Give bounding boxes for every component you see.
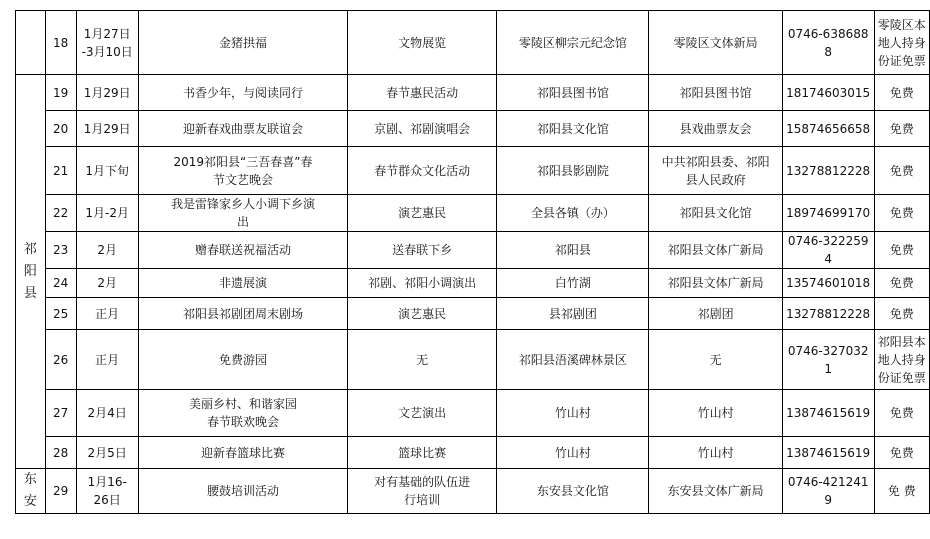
organizer-cell — [649, 390, 782, 437]
fee-cell — [874, 232, 929, 269]
cell-line: 全县各镇（办） — [530, 206, 615, 220]
row-number-cell: 23 — [45, 232, 76, 269]
cell-line: 免费 — [889, 243, 914, 257]
cell-line: 无 — [416, 352, 429, 367]
cell-line: 正月 — [95, 352, 120, 367]
cell-line: 赠春联送祝福活动 — [194, 243, 291, 257]
cell-line: 地人持身 — [877, 35, 926, 50]
cell-line: 迎新春篮球比赛 — [200, 445, 285, 460]
cell-line: 县祁剧团 — [548, 306, 597, 321]
fee-cell — [874, 111, 929, 147]
county-char: 安 — [23, 494, 37, 509]
table-row — [16, 147, 930, 195]
cell-line: 节文艺晚会 — [212, 172, 273, 187]
events-table — [15, 10, 930, 514]
activity-name-cell — [138, 75, 347, 111]
cell-line: -3月10日 — [81, 44, 133, 59]
date-cell — [76, 75, 138, 111]
activity-name-cell — [138, 195, 347, 232]
date-cell — [76, 437, 138, 469]
date-cell — [76, 269, 138, 298]
venue-cell — [497, 390, 649, 437]
phone-cell: 13574601018 — [782, 269, 874, 298]
cell-line: 文艺演出 — [398, 406, 447, 420]
cell-line: 免费 — [889, 206, 914, 220]
activity-type-cell — [348, 330, 497, 390]
cell-line: 祁阳县祁剧团周末剧场 — [182, 306, 303, 321]
row-number-cell: 24 — [45, 269, 76, 298]
table-row — [16, 298, 930, 330]
cell-line: 东安县文化馆 — [536, 484, 609, 498]
activity-type-cell — [348, 75, 497, 111]
cell-line: 县人民政府 — [685, 172, 746, 187]
activity-type-cell — [348, 298, 497, 330]
table-row — [16, 269, 930, 298]
activity-type-cell — [348, 437, 497, 469]
cell-line: 祁阳县浯溪碑林景区 — [518, 352, 627, 367]
county-cell-empty — [16, 11, 46, 75]
fee-cell — [874, 195, 929, 232]
venue-cell — [497, 147, 649, 195]
table-row — [16, 390, 930, 437]
activity-type-cell — [348, 195, 497, 232]
row-number-cell: 26 — [45, 330, 76, 390]
organizer-cell — [649, 111, 782, 147]
cell-line: 1月-2月 — [85, 206, 129, 220]
organizer-cell — [649, 11, 782, 75]
activity-type-cell — [348, 469, 497, 514]
row-number-cell: 29 — [45, 469, 76, 514]
county-char: 县 — [23, 285, 37, 301]
fee-cell — [874, 269, 929, 298]
cell-line: 祁阳县文体广新局 — [667, 276, 764, 290]
cell-line: 春节惠民活动 — [386, 85, 459, 100]
cell-line: 2月 — [97, 243, 117, 257]
row-number-cell: 28 — [45, 437, 76, 469]
phone-cell: 15874656658 — [782, 111, 874, 147]
row-number-cell: 25 — [45, 298, 76, 330]
cell-line: 免费 — [889, 306, 914, 321]
activity-type-cell — [348, 390, 497, 437]
date-cell — [76, 330, 138, 390]
date-cell — [76, 111, 138, 147]
cell-line: 竹山村 — [554, 445, 591, 460]
phone-cell: 18174603015 — [782, 75, 874, 111]
cell-line: 免费 — [889, 406, 914, 420]
table-row — [16, 330, 930, 390]
cell-line: 春节群众文化活动 — [374, 163, 471, 178]
cell-line: 祁阳县影剧院 — [536, 163, 609, 178]
activity-name-cell — [138, 232, 347, 269]
fee-cell — [874, 75, 929, 111]
phone-cell: 13874615619 — [782, 437, 874, 469]
table-row — [16, 11, 930, 75]
cell-line: 祁阳县文体广新局 — [667, 243, 764, 257]
venue-cell — [497, 437, 649, 469]
table-row — [16, 111, 930, 147]
phone-cell: 13278812228 — [782, 298, 874, 330]
cell-line: 书香少年，与阅读同行 — [182, 85, 303, 100]
phone-cell: 0746-4212419 — [782, 469, 874, 514]
row-number-cell: 27 — [45, 390, 76, 437]
cell-line: 2019祁阳县“三吾春喜”春 — [173, 154, 313, 169]
cell-line: 祁阳县 — [554, 243, 591, 257]
cell-line: 腰鼓培训活动 — [206, 484, 279, 498]
cell-line: 白竹湖 — [554, 276, 591, 290]
fee-cell — [874, 298, 929, 330]
cell-line: 对有基础的队伍进 — [374, 475, 471, 489]
table-row — [16, 232, 930, 269]
activity-name-cell — [138, 11, 347, 75]
table-row — [16, 469, 930, 514]
activity-name-cell — [138, 269, 347, 298]
organizer-cell — [649, 269, 782, 298]
activity-name-cell — [138, 437, 347, 469]
cell-line: 出 — [236, 215, 249, 229]
activity-name-cell — [138, 390, 347, 437]
table-row — [16, 437, 930, 469]
cell-line: 2月5日 — [87, 445, 127, 460]
cell-line: 1月16- — [87, 475, 127, 489]
cell-line: 春节联欢晚会 — [206, 415, 279, 429]
row-number-cell: 19 — [45, 75, 76, 111]
date-cell — [76, 469, 138, 514]
fee-cell — [874, 11, 929, 75]
row-number-cell: 18 — [45, 11, 76, 75]
cell-line: 正月 — [95, 306, 120, 321]
cell-line: 零陵区柳宗元纪念馆 — [518, 35, 627, 50]
row-number-cell: 22 — [45, 195, 76, 232]
county-char: 阳 — [23, 263, 37, 279]
phone-cell: 0746-6386888 — [782, 11, 874, 75]
fee-cell — [874, 469, 929, 514]
cell-line: 篮球比赛 — [398, 445, 447, 460]
phone-cell: 13278812228 — [782, 147, 874, 195]
organizer-cell — [649, 469, 782, 514]
venue-cell — [497, 111, 649, 147]
cell-line: 份证免票 — [877, 370, 926, 385]
venue-cell — [497, 195, 649, 232]
cell-line: 行培训 — [404, 493, 441, 507]
cell-line: 份证免票 — [877, 53, 926, 68]
activity-type-cell — [348, 147, 497, 195]
organizer-cell — [649, 75, 782, 111]
cell-line: 1月下旬 — [85, 163, 129, 178]
fee-cell — [874, 330, 929, 390]
cell-line: 免费 — [889, 121, 914, 136]
cell-line: 文物展览 — [398, 35, 447, 50]
cell-line: 金猪拱福 — [218, 35, 267, 50]
date-cell — [76, 390, 138, 437]
cell-line: 迎新春戏曲票友联谊会 — [182, 121, 303, 136]
cell-line: 京剧、祁剧演唱会 — [374, 121, 471, 136]
cell-line: 祁阳县文化馆 — [536, 121, 609, 136]
phone-cell: 18974699170 — [782, 195, 874, 232]
cell-line: 免费 — [889, 276, 914, 290]
organizer-cell — [649, 437, 782, 469]
venue-cell — [497, 469, 649, 514]
cell-line: 零陵区本 — [877, 17, 926, 32]
organizer-cell — [649, 330, 782, 390]
county-cell — [16, 75, 46, 469]
county-char: 祁 — [23, 241, 37, 257]
cell-line: 祁阳县本 — [877, 334, 926, 349]
venue-cell — [497, 11, 649, 75]
activity-name-cell — [138, 147, 347, 195]
cell-line: 演艺惠民 — [398, 206, 447, 220]
phone-cell: 0746-3222594 — [782, 232, 874, 269]
cell-line: 2月4日 — [87, 406, 127, 420]
cell-line: 零陵区文体新局 — [673, 35, 758, 50]
table-row — [16, 195, 930, 232]
activity-type-cell — [348, 269, 497, 298]
venue-cell — [497, 330, 649, 390]
county-char: 东 — [23, 472, 37, 487]
activity-type-cell — [348, 11, 497, 75]
cell-line: 1月29日 — [83, 121, 131, 136]
organizer-cell — [649, 298, 782, 330]
cell-line: 美丽乡村、和谐家园 — [188, 397, 297, 411]
activity-type-cell — [348, 111, 497, 147]
cell-line: 我是雷锋家乡人小调下乡演 — [170, 197, 315, 211]
cell-line: 送春联下乡 — [392, 243, 453, 257]
cell-line: 祁阳县文化馆 — [679, 206, 752, 220]
cell-line: 免费游园 — [218, 352, 267, 367]
cell-line: 非遗展演 — [218, 276, 267, 290]
venue-cell — [497, 75, 649, 111]
table-row — [16, 75, 930, 111]
fee-cell — [874, 147, 929, 195]
phone-cell: 0746-3270321 — [782, 330, 874, 390]
row-number-cell: 21 — [45, 147, 76, 195]
activity-type-cell — [348, 232, 497, 269]
county-cell — [16, 469, 46, 514]
date-cell — [76, 195, 138, 232]
cell-line: 免费 — [889, 85, 914, 100]
cell-line: 免费 — [889, 163, 914, 178]
cell-line: 免费 — [889, 445, 914, 460]
fee-cell — [874, 437, 929, 469]
cell-line: 无 — [709, 352, 722, 367]
venue-cell — [497, 298, 649, 330]
date-cell — [76, 232, 138, 269]
date-cell — [76, 147, 138, 195]
cell-line: 竹山村 — [697, 445, 734, 460]
venue-cell — [497, 232, 649, 269]
cell-line: 地人持身 — [877, 352, 926, 367]
activity-name-cell — [138, 111, 347, 147]
organizer-cell — [649, 232, 782, 269]
cell-line: 竹山村 — [697, 406, 734, 420]
date-cell — [76, 298, 138, 330]
cell-line: 祁阳县图书馆 — [679, 85, 752, 100]
venue-cell — [497, 269, 649, 298]
cell-line: 中共祁阳县委、祁阳 — [661, 154, 770, 169]
cell-line: 祁剧、祁阳小调演出 — [368, 276, 477, 290]
cell-line: 县戏曲票友会 — [679, 121, 752, 136]
cell-line: 免 费 — [887, 484, 916, 498]
cell-line: 1月29日 — [83, 85, 131, 100]
organizer-cell — [649, 195, 782, 232]
cell-line: 2月 — [97, 276, 117, 290]
cell-line: 1月27日 — [83, 26, 131, 41]
fee-cell — [874, 390, 929, 437]
cell-line: 26日 — [93, 493, 121, 507]
activity-name-cell — [138, 469, 347, 514]
cell-line: 竹山村 — [554, 406, 591, 420]
phone-cell: 13874615619 — [782, 390, 874, 437]
table-body — [16, 11, 930, 514]
organizer-cell — [649, 147, 782, 195]
date-cell — [76, 11, 138, 75]
activity-name-cell — [138, 298, 347, 330]
cell-line: 演艺惠民 — [398, 306, 447, 321]
cell-line: 祁阳县图书馆 — [536, 85, 609, 100]
cell-line: 祁剧团 — [697, 306, 734, 321]
activity-name-cell — [138, 330, 347, 390]
row-number-cell: 20 — [45, 111, 76, 147]
cell-line: 东安县文体广新局 — [667, 484, 764, 498]
